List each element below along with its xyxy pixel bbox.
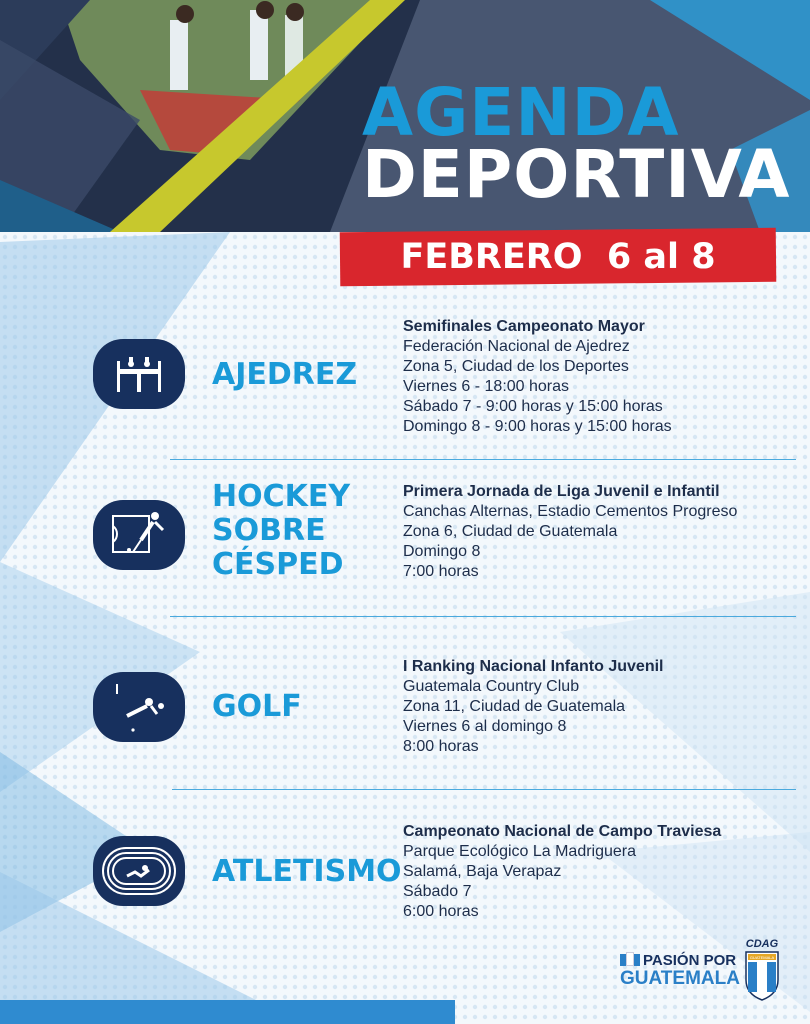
sport-name-ajedrez: AJEDREZ [212,357,358,392]
event-line: Domingo 8 - 9:00 horas y 15:00 horas [403,418,672,435]
divider [170,616,796,617]
sport-name-line: HOCKEY [212,479,351,514]
divider [172,789,796,790]
divider [170,459,796,460]
event-line: Sábado 7 [403,883,472,900]
event-heading: Primera Jornada de Liga Juvenil e Infantil [403,483,720,500]
event-line: Zona 11, Ciudad de Guatemala [403,698,626,715]
brand-line1 [620,952,740,969]
event-line: Zona 5, Ciudad de los Deportes [403,358,629,375]
event-line: Federación Nacional de Ajedrez [403,338,630,355]
event-details-ajedrez [403,317,672,437]
event-line: Salamá, Baja Verapaz [403,863,562,880]
footer-bar [0,1000,455,1024]
event-heading: Semifinales Campeonato Mayor [403,318,645,335]
sport-name-hockey [212,480,350,582]
cdag-text: CDAG [745,938,779,950]
event-line: 7:00 horas [403,563,479,580]
event-line: Domingo 8 [403,543,481,560]
chess-icon [93,339,185,409]
cdag-sub-text: GUATEMALA [749,955,775,960]
title-agenda: AGENDA [362,74,680,151]
event-line: 8:00 horas [403,738,479,755]
event-line: Guatemala Country Club [403,678,580,695]
event-line: Sábado 7 - 9:00 horas y 15:00 horas [403,398,663,415]
event-line: Viernes 6 al domingo 8 [403,718,567,735]
event-line: Canchas Alternas, Estadio Cementos Progreso [403,503,738,520]
title-deportiva: DEPORTIVA [362,136,791,213]
brand-line1-text: PASIÓN POR [643,952,737,969]
event-line: Parque Ecológico La Madriguera [403,843,637,860]
sport-name-atletismo: ATLETISMO [212,854,402,889]
golf-icon [93,672,185,742]
event-line: Zona 6, Ciudad de Guatemala [403,523,618,540]
flag-icon [626,952,634,966]
cdag-shield-icon [742,950,782,1002]
field-hockey-icon [93,500,185,570]
event-line: Viernes 6 - 18:00 horas [403,378,570,395]
sport-name-golf: GOLF [212,689,302,724]
hero-header [0,0,810,232]
sport-name-line: SOBRE [212,513,326,548]
event-line: 6:00 horas [403,903,479,920]
athletics-track-icon [93,836,185,906]
event-heading: I Ranking Nacional Infanto Juvenil [403,658,664,675]
event-heading: Campeonato Nacional de Campo Traviesa [403,823,722,840]
sport-name-line: CÉSPED [212,547,344,582]
event-details-hockey [403,482,737,582]
pasion-por-guatemala-logo [620,952,740,989]
date-banner-text: FEBRERO 6 al 8 [400,237,716,277]
event-details-golf [403,657,663,757]
cdag-logo [742,938,782,1007]
event-details-atletismo [403,822,721,922]
brand-line2: GUATEMALA [620,968,740,989]
flag-icon [634,954,640,966]
